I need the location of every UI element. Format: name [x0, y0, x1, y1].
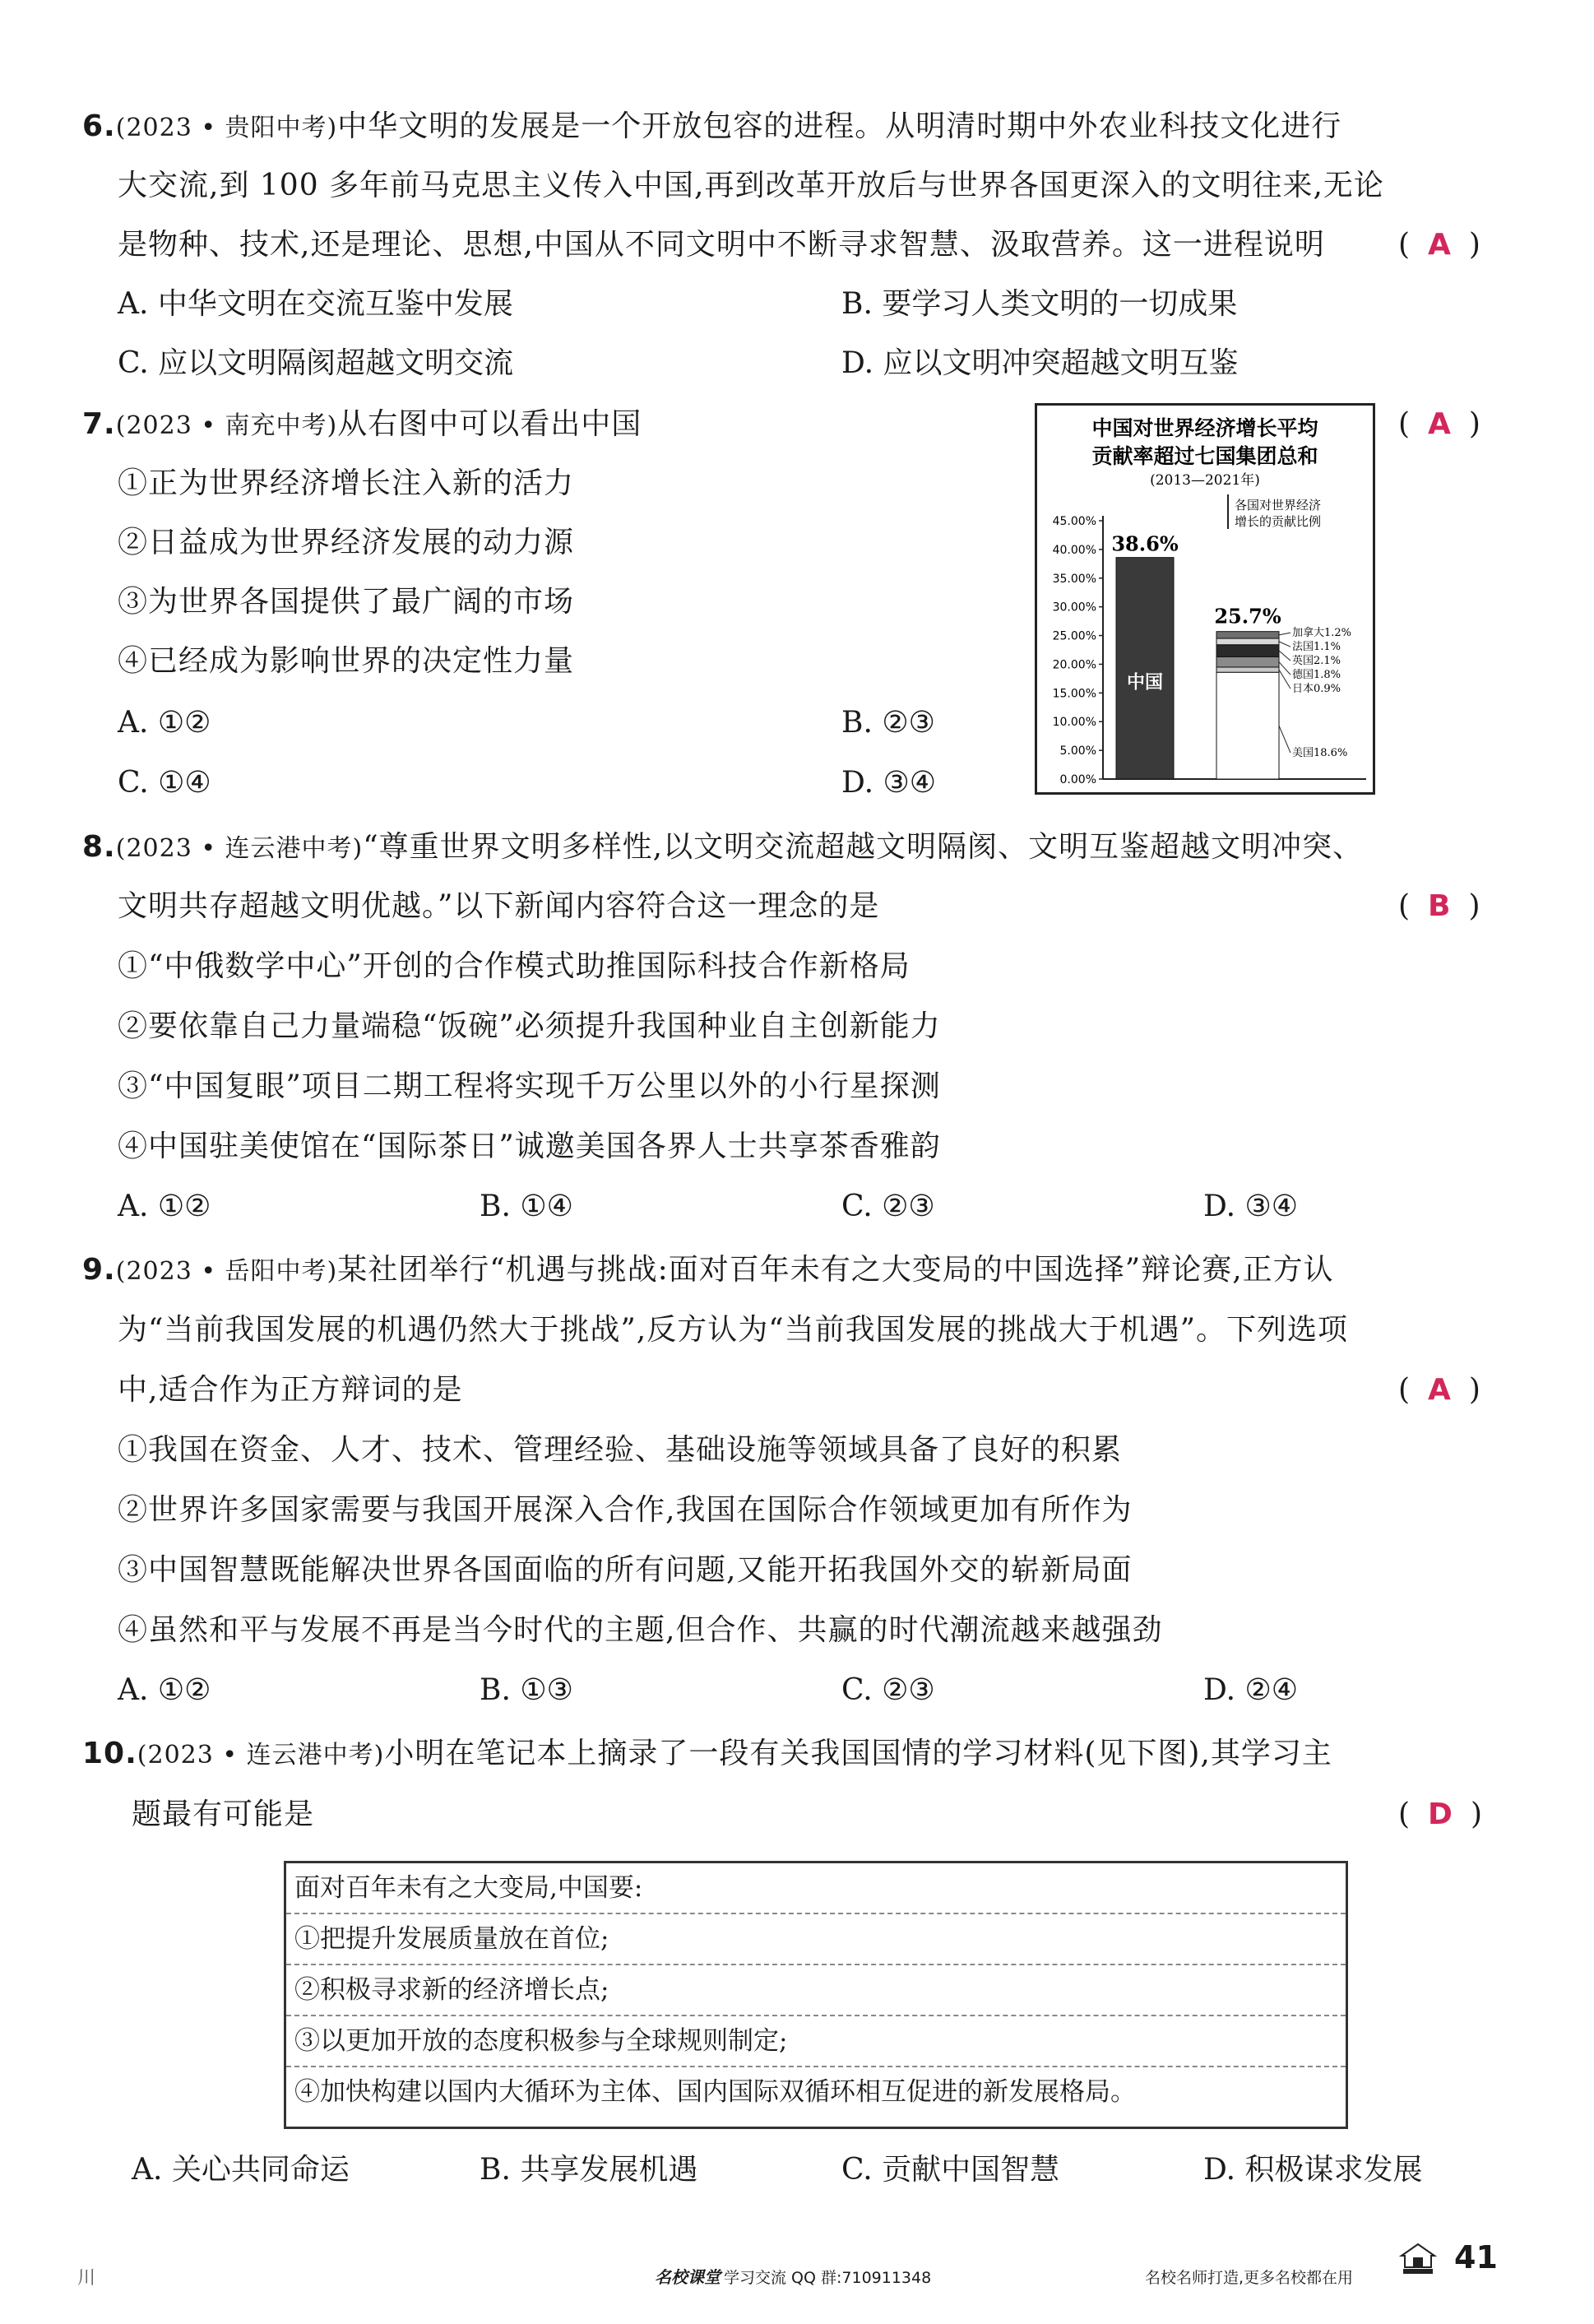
bar-china	[1116, 558, 1174, 779]
segment-label: 德国1.8%	[1292, 669, 1341, 682]
y-tick-label: 10.00%	[1052, 716, 1096, 730]
slogan: 名校名师打造,更多名校都在用	[1145, 2269, 1354, 2287]
statement-1: ①正为世界经济增长注入新的活力	[118, 466, 575, 500]
bar-segment-加拿大	[1216, 632, 1279, 638]
statement-4: ④已经成为影响世界的决定性力量	[118, 644, 575, 678]
statement-4: ④虽然和平与发展不再是当今时代的主题,但合作、共赢的时代潮流越来越强劲	[118, 1613, 1163, 1647]
option-d: D. ③④	[1203, 1190, 1299, 1223]
answer-letter: A	[1428, 407, 1451, 441]
option-a: A. ①②	[118, 1673, 211, 1707]
question-source: (2023 • 岳阳中考)	[115, 1257, 338, 1286]
bar-segment-法国	[1216, 638, 1279, 645]
question-stem: 中华文明的发展是一个开放包容的进程。从明清时期中外农业科技文化进行	[337, 109, 1342, 143]
answer-bracket: ( A )	[1398, 228, 1480, 262]
statement-2: ②世界许多国家需要与我国开展深入合作,我国在国际合作领域更加有所作为	[118, 1493, 1133, 1527]
segment-label: 日本0.9%	[1292, 683, 1341, 696]
note-item-4: ④加快构建以国内大循环为主体、国内国际双循环相互促进的新发展格局。	[294, 2077, 1136, 2107]
question-stem: 题最有可能是	[132, 1798, 315, 1831]
note-item-2: ②积极寻求新的经济增长点;	[294, 1975, 609, 2005]
segment-label: 美国18.6%	[1292, 747, 1348, 760]
statement-3: ③为世界各国提供了最广阔的市场	[118, 585, 575, 619]
question-number: 10.	[82, 1737, 137, 1770]
option-b: B. 共享发展机遇	[480, 2153, 698, 2187]
question-stem: 为“当前我国发展的机遇仍然大于挑战”,反方认为“当前我国发展的挑战大于机遇”。下列选项	[118, 1313, 1349, 1347]
option-c: C. ①④	[118, 766, 211, 800]
statement-1: ①我国在资金、人才、技术、管理经验、基础设施等领域具备了良好的积累	[118, 1433, 1123, 1467]
qq-group: 学习交流 QQ 群:710911348	[724, 2269, 932, 2287]
question-source: (2023 • 连云港中考)	[137, 1741, 385, 1770]
question-stem: 是物种、技术,还是理论、思想,中国从不同文明中不断寻求智慧、汲取营养。这一进程说明	[118, 228, 1325, 262]
bar-segment-英国	[1216, 645, 1279, 657]
segment-label: 加拿大1.2%	[1292, 627, 1352, 640]
question-number: 6.	[82, 109, 116, 143]
option-a: A. ①②	[118, 706, 211, 740]
chart-title: 中国对世界经济增长平均	[1091, 416, 1318, 440]
y-tick-label: 30.00%	[1052, 601, 1096, 615]
statement-1: ①“中俄数学中心”开创的合作模式助推国际科技合作新格局	[118, 949, 911, 983]
option-c: C. 应以文明隔阂超越文明交流	[118, 346, 514, 380]
y-tick-label: 35.00%	[1052, 572, 1096, 586]
answer-letter: B	[1428, 889, 1451, 923]
y-tick-label: 25.00%	[1052, 629, 1096, 643]
question-stem: “尊重世界文明多样性,以文明交流超越文明隔阂、文明互鉴超越文明冲突、	[363, 830, 1364, 864]
segment-leader	[1279, 633, 1290, 635]
bar-value-label-china: 38.6%	[1111, 531, 1179, 556]
answer-bracket: ( A )	[1398, 1373, 1480, 1407]
study-note-box	[284, 1861, 1348, 2129]
option-c: C. ②③	[841, 1190, 935, 1223]
question-source: (2023 • 南充中考)	[115, 411, 338, 440]
segment-label: 英国2.1%	[1292, 655, 1341, 668]
answer-bracket: ( D )	[1398, 1798, 1482, 1831]
legend-text: 各国对世界经济	[1235, 498, 1322, 513]
y-tick-label: 0.00%	[1059, 773, 1096, 786]
chart-subtitle: (2013—2021年)	[1150, 472, 1260, 489]
segment-label: 法国1.1%	[1292, 641, 1341, 654]
page-number: 41	[1454, 2239, 1498, 2275]
y-tick-label: 15.00%	[1052, 687, 1096, 701]
option-d: D. ③④	[841, 766, 937, 800]
y-tick-label: 20.00%	[1052, 658, 1096, 672]
note-divider	[286, 2015, 1346, 2016]
note-divider	[286, 1913, 1346, 1914]
question-number: 8.	[82, 830, 116, 864]
question-stem: 从右图中可以看出中国	[337, 407, 642, 441]
answer-letter: A	[1428, 1373, 1451, 1407]
statement-2: ②日益成为世界经济发展的动力源	[118, 526, 575, 559]
segment-leader	[1279, 651, 1290, 661]
y-tick-label: 45.00%	[1052, 515, 1096, 528]
y-tick-label: 40.00%	[1052, 543, 1096, 557]
option-c: C. 贡献中国智慧	[841, 2153, 1060, 2187]
note-divider	[286, 2066, 1346, 2067]
contribution-chart	[1035, 403, 1375, 795]
question-source: (2023 • 贵阳中考)	[115, 114, 338, 142]
statement-4: ④中国驻美使馆在“国际茶日”诚邀美国各界人士共享茶香雅韵	[118, 1130, 941, 1163]
answer-bracket: ( B )	[1398, 889, 1480, 923]
brand-name: 名校课堂	[655, 2267, 721, 2287]
option-b: B. ①③	[480, 1673, 573, 1707]
chart-svg	[1037, 406, 1373, 792]
answer-letter: D	[1428, 1798, 1453, 1831]
question-stem: 文明共存超越文明优越。”以下新闻内容符合这一理念的是	[118, 889, 880, 923]
option-b: B. 要学习人类文明的一切成果	[841, 287, 1238, 321]
question-stem: 小明在笔记本上摘录了一段有关我国国情的学习材料(见下图),其学习主	[384, 1737, 1332, 1770]
option-d: D. 应以文明冲突超越文明互鉴	[841, 346, 1239, 380]
option-b: B. ②③	[841, 706, 935, 740]
option-a: A. 关心共同命运	[132, 2153, 350, 2187]
question-number: 9.	[82, 1253, 116, 1287]
statement-2: ②要依靠自己力量端稳“饭碗”必须提升我国种业自主创新能力	[118, 1009, 941, 1043]
answer-bracket: ( A )	[1398, 407, 1480, 441]
option-b: B. ①④	[480, 1190, 573, 1223]
answer-letter: A	[1428, 228, 1451, 262]
option-d: D. 积极谋求发展	[1203, 2153, 1423, 2187]
chart-title: 贡献率超过七国集团总和	[1091, 444, 1318, 468]
option-c: C. ②③	[841, 1673, 935, 1707]
segment-leader	[1279, 726, 1290, 753]
note-heading: 面对百年未有之大变局,中国要:	[294, 1873, 643, 1903]
question-stem: 中,适合作为正方辩词的是	[118, 1373, 463, 1407]
question-stem: 某社团举行“机遇与挑战:面对百年未有之大变局的中国选择”辩论赛,正方认	[337, 1253, 1334, 1287]
segment-leader	[1279, 642, 1290, 647]
statement-3: ③“中国复眼”项目二期工程将实现千万公里以外的小行星探测	[118, 1069, 941, 1103]
bar-segment-日本	[1216, 667, 1279, 672]
bar-segment-美国	[1216, 672, 1279, 779]
bar-segment-德国	[1216, 656, 1279, 667]
y-tick-label: 5.00%	[1059, 745, 1096, 758]
bar-label-china: 中国	[1126, 671, 1164, 693]
question-stem: 大交流,到 100 多年前马克思主义传入中国,再到改革开放后与世界各国更深入的文明往来,无论	[118, 169, 1384, 202]
question-source: (2023 • 连云港中考)	[115, 834, 364, 863]
region-mark: 川	[77, 2268, 96, 2289]
note-divider	[286, 1964, 1346, 1965]
legend-text: 增长的贡献比例	[1235, 514, 1322, 529]
question-number: 7.	[82, 407, 116, 441]
note-item-3: ③以更加开放的态度积极参与全球规则制定;	[294, 2026, 788, 2056]
bar-value-label-g7: 25.7%	[1214, 604, 1281, 629]
option-a: A. ①②	[118, 1190, 211, 1223]
option-a: A. 中华文明在交流互鉴中发展	[118, 287, 513, 321]
note-item-1: ①把提升发展质量放在首位;	[294, 1924, 609, 1954]
statement-3: ③中国智慧既能解决世界各国面临的所有问题,又能开拓我国外交的崭新局面	[118, 1553, 1133, 1587]
brand-logo-icon	[1398, 2239, 1438, 2275]
option-d: D. ②④	[1203, 1673, 1299, 1707]
